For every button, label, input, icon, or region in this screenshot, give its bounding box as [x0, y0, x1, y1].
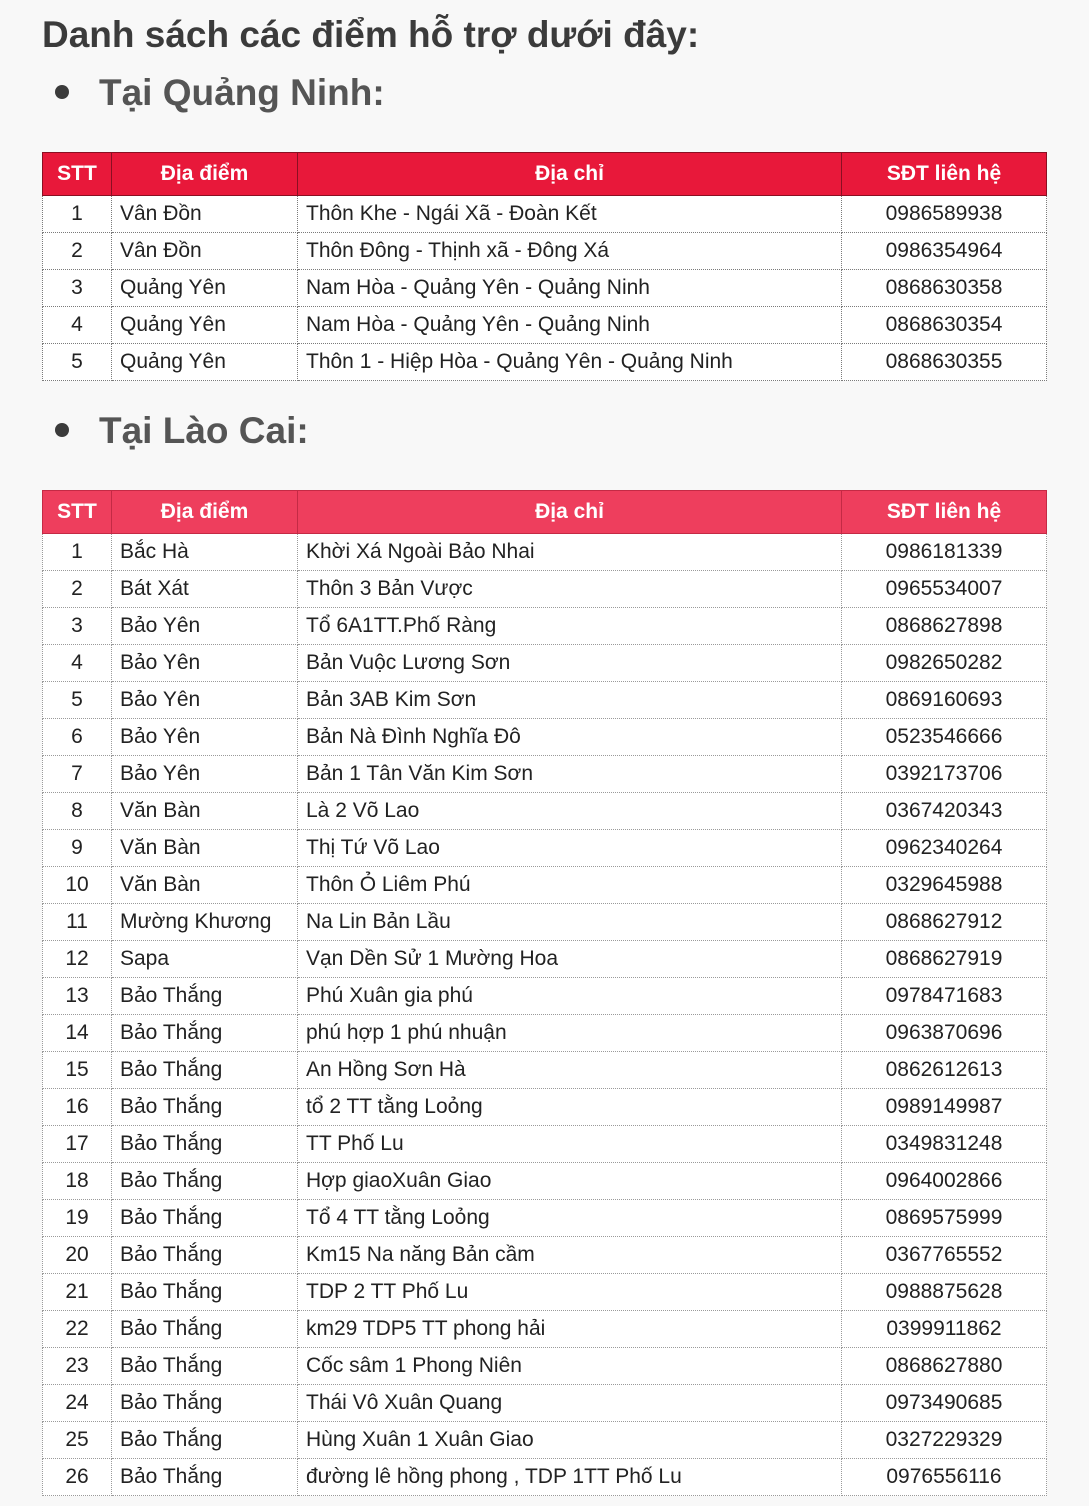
- section-title-quang-ninh: [55, 72, 385, 114]
- table-row: [43, 1274, 1047, 1311]
- table-row: [43, 1015, 1047, 1052]
- table-row: [43, 904, 1047, 941]
- cell-stt: 4: [43, 645, 112, 682]
- cell-stt: 16: [43, 1089, 112, 1126]
- table-row: [43, 645, 1047, 682]
- cell-address: Hợp giaoXuân Giao: [298, 1163, 842, 1200]
- cell-phone: 0964002866: [842, 1163, 1047, 1200]
- cell-stt: 6: [43, 719, 112, 756]
- table-row: [43, 1126, 1047, 1163]
- cell-address: Khời Xá Ngoài Bảo Nhai: [298, 534, 842, 571]
- cell-location: Văn Bàn: [112, 867, 298, 904]
- bullet-icon: [55, 85, 69, 99]
- column-header-location: Địa điểm: [112, 491, 298, 534]
- table-row: [43, 1459, 1047, 1496]
- cell-phone: 0868630354: [842, 307, 1047, 344]
- cell-location: Bảo Thắng: [112, 1459, 298, 1496]
- column-header-phone: SĐT liên hệ: [842, 491, 1047, 534]
- cell-stt: 20: [43, 1237, 112, 1274]
- cell-phone: 0988875628: [842, 1274, 1047, 1311]
- cell-location: Văn Bàn: [112, 793, 298, 830]
- cell-stt: 25: [43, 1422, 112, 1459]
- cell-location: Quảng Yên: [112, 270, 298, 307]
- cell-address: đường lê hồng phong , TDP 1TT Phố Lu: [298, 1459, 842, 1496]
- cell-stt: 11: [43, 904, 112, 941]
- table-row: [43, 1348, 1047, 1385]
- cell-stt: 5: [43, 344, 112, 381]
- cell-phone: 0399911862: [842, 1311, 1047, 1348]
- cell-location: Vân Đồn: [112, 233, 298, 270]
- bullet-icon: [55, 423, 69, 437]
- cell-address: Bản Vuộc Lương Sơn: [298, 645, 842, 682]
- table-row: [43, 1311, 1047, 1348]
- table-row: [43, 793, 1047, 830]
- cell-phone: 0367420343: [842, 793, 1047, 830]
- table-row: [43, 571, 1047, 608]
- cell-location: Bảo Thắng: [112, 1015, 298, 1052]
- page-heading: Danh sách các điểm hỗ trợ dưới đây:: [42, 14, 700, 55]
- cell-address: Thôn Ỏ Liêm Phú: [298, 867, 842, 904]
- cell-phone: 0523546666: [842, 719, 1047, 756]
- cell-location: Bảo Yên: [112, 645, 298, 682]
- cell-address: Hùng Xuân 1 Xuân Giao: [298, 1422, 842, 1459]
- cell-stt: 12: [43, 941, 112, 978]
- cell-location: Bảo Thắng: [112, 1200, 298, 1237]
- cell-address: Na Lin Bản Lầu: [298, 904, 842, 941]
- cell-phone: 0982650282: [842, 645, 1047, 682]
- cell-address: Tổ 4 TT tằng Loỏng: [298, 1200, 842, 1237]
- cell-location: Bảo Thắng: [112, 1089, 298, 1126]
- table-row: [43, 719, 1047, 756]
- cell-phone: 0986181339: [842, 534, 1047, 571]
- cell-stt: 21: [43, 1274, 112, 1311]
- cell-stt: 9: [43, 830, 112, 867]
- cell-address: Thái Vô Xuân Quang: [298, 1385, 842, 1422]
- cell-location: Vân Đồn: [112, 196, 298, 233]
- table-row: [43, 756, 1047, 793]
- cell-stt: 4: [43, 307, 112, 344]
- cell-address: Là 2 Võ Lao: [298, 793, 842, 830]
- cell-phone: 0962340264: [842, 830, 1047, 867]
- table-header-row: [43, 153, 1047, 196]
- cell-address: Bản 1 Tân Văn Kim Sơn: [298, 756, 842, 793]
- cell-address: TDP 2 TT Phố Lu: [298, 1274, 842, 1311]
- cell-location: Bắc Hà: [112, 534, 298, 571]
- cell-location: Bảo Thắng: [112, 1052, 298, 1089]
- cell-address: Bản Nà Đình Nghĩa Đô: [298, 719, 842, 756]
- cell-stt: 17: [43, 1126, 112, 1163]
- column-header-phone: SĐT liên hệ: [842, 153, 1047, 196]
- cell-phone: 0869575999: [842, 1200, 1047, 1237]
- table-row: [43, 608, 1047, 645]
- cell-phone: 0868627898: [842, 608, 1047, 645]
- table-row: [43, 867, 1047, 904]
- cell-location: Bảo Thắng: [112, 1237, 298, 1274]
- cell-location: Bảo Yên: [112, 608, 298, 645]
- cell-phone: 0868627919: [842, 941, 1047, 978]
- cell-phone: 0986354964: [842, 233, 1047, 270]
- cell-phone: 0868627880: [842, 1348, 1047, 1385]
- cell-phone: 0329645988: [842, 867, 1047, 904]
- cell-stt: 22: [43, 1311, 112, 1348]
- cell-phone: 0367765552: [842, 1237, 1047, 1274]
- column-header-location: Địa điểm: [112, 153, 298, 196]
- table-row: [43, 196, 1047, 233]
- cell-address: Km15 Na năng Bản cầm: [298, 1237, 842, 1274]
- lao-cai-table: [42, 490, 1047, 1496]
- cell-address: phú hợp 1 phú nhuận: [298, 1015, 842, 1052]
- cell-phone: 0973490685: [842, 1385, 1047, 1422]
- cell-phone: 0963870696: [842, 1015, 1047, 1052]
- table-row: [43, 534, 1047, 571]
- cell-address: tổ 2 TT tằng Loỏng: [298, 1089, 842, 1126]
- cell-stt: 23: [43, 1348, 112, 1385]
- section-title-lao-cai: [55, 410, 309, 452]
- cell-location: Sapa: [112, 941, 298, 978]
- cell-address: TT Phố Lu: [298, 1126, 842, 1163]
- table-row: [43, 682, 1047, 719]
- cell-stt: 24: [43, 1385, 112, 1422]
- cell-address: Thị Tứ Võ Lao: [298, 830, 842, 867]
- table-row: [43, 270, 1047, 307]
- cell-phone: 0868630355: [842, 344, 1047, 381]
- cell-location: Bảo Thắng: [112, 1311, 298, 1348]
- table-row: [43, 978, 1047, 1015]
- table-row: [43, 1385, 1047, 1422]
- cell-address: Vạn Dền Sử 1 Mường Hoa: [298, 941, 842, 978]
- cell-address: Thôn Đông - Thịnh xã - Đông Xá: [298, 233, 842, 270]
- table-row: [43, 1237, 1047, 1274]
- table-row: [43, 1163, 1047, 1200]
- table-row: [43, 941, 1047, 978]
- cell-location: Bảo Yên: [112, 756, 298, 793]
- cell-stt: 26: [43, 1459, 112, 1496]
- cell-location: Bảo Thắng: [112, 1422, 298, 1459]
- cell-phone: 0868627912: [842, 904, 1047, 941]
- cell-address: Nam Hòa - Quảng Yên - Quảng Ninh: [298, 307, 842, 344]
- cell-address: Phú Xuân gia phú: [298, 978, 842, 1015]
- cell-stt: 13: [43, 978, 112, 1015]
- cell-stt: 2: [43, 233, 112, 270]
- table-row: [43, 344, 1047, 381]
- cell-location: Bảo Thắng: [112, 978, 298, 1015]
- cell-location: Quảng Yên: [112, 307, 298, 344]
- cell-location: Bảo Thắng: [112, 1274, 298, 1311]
- quang-ninh-table: [42, 152, 1047, 381]
- column-header-address: Địa chỉ: [298, 491, 842, 534]
- table-header-row: [43, 491, 1047, 534]
- cell-phone: 0978471683: [842, 978, 1047, 1015]
- cell-phone: 0986589938: [842, 196, 1047, 233]
- cell-stt: 18: [43, 1163, 112, 1200]
- cell-phone: 0965534007: [842, 571, 1047, 608]
- cell-stt: 1: [43, 534, 112, 571]
- cell-address: Thôn Khe - Ngái Xã - Đoàn Kết: [298, 196, 842, 233]
- table-row: [43, 1422, 1047, 1459]
- table-row: [43, 1052, 1047, 1089]
- cell-stt: 3: [43, 270, 112, 307]
- cell-address: Nam Hòa - Quảng Yên - Quảng Ninh: [298, 270, 842, 307]
- cell-address: km29 TDP5 TT phong hải: [298, 1311, 842, 1348]
- cell-stt: 3: [43, 608, 112, 645]
- table-row: [43, 830, 1047, 867]
- table-row: [43, 233, 1047, 270]
- cell-location: Bát Xát: [112, 571, 298, 608]
- cell-address: An Hồng Sơn Hà: [298, 1052, 842, 1089]
- cell-location: Bảo Thắng: [112, 1385, 298, 1422]
- cell-location: Bảo Thắng: [112, 1163, 298, 1200]
- cell-stt: 1: [43, 196, 112, 233]
- cell-phone: 0327229329: [842, 1422, 1047, 1459]
- cell-address: Thôn 3 Bản Vược: [298, 571, 842, 608]
- cell-address: Tổ 6A1TT.Phố Ràng: [298, 608, 842, 645]
- cell-location: Mường Khương: [112, 904, 298, 941]
- cell-location: Quảng Yên: [112, 344, 298, 381]
- table-row: [43, 1200, 1047, 1237]
- cell-stt: 10: [43, 867, 112, 904]
- cell-stt: 5: [43, 682, 112, 719]
- table-row: [43, 1089, 1047, 1126]
- cell-phone: 0349831248: [842, 1126, 1047, 1163]
- cell-phone: 0868630358: [842, 270, 1047, 307]
- cell-location: Bảo Thắng: [112, 1126, 298, 1163]
- cell-address: Bản 3AB Kim Sơn: [298, 682, 842, 719]
- column-header-stt: STT: [43, 491, 112, 534]
- cell-stt: 15: [43, 1052, 112, 1089]
- cell-phone: 0392173706: [842, 756, 1047, 793]
- column-header-address: Địa chỉ: [298, 153, 842, 196]
- cell-address: Cốc sâm 1 Phong Niên: [298, 1348, 842, 1385]
- column-header-stt: STT: [43, 153, 112, 196]
- cell-location: Bảo Yên: [112, 719, 298, 756]
- cell-stt: 19: [43, 1200, 112, 1237]
- cell-phone: 0976556116: [842, 1459, 1047, 1496]
- cell-location: Bảo Thắng: [112, 1348, 298, 1385]
- section-title-text: Tại Lào Cai:: [99, 410, 309, 451]
- cell-location: Văn Bàn: [112, 830, 298, 867]
- cell-stt: 7: [43, 756, 112, 793]
- cell-phone: 0869160693: [842, 682, 1047, 719]
- table-row: [43, 307, 1047, 344]
- section-title-text: Tại Quảng Ninh:: [99, 72, 385, 113]
- cell-phone: 0989149987: [842, 1089, 1047, 1126]
- cell-stt: 14: [43, 1015, 112, 1052]
- cell-phone: 0862612613: [842, 1052, 1047, 1089]
- cell-stt: 8: [43, 793, 112, 830]
- cell-location: Bảo Yên: [112, 682, 298, 719]
- cell-stt: 2: [43, 571, 112, 608]
- cell-address: Thôn 1 - Hiệp Hòa - Quảng Yên - Quảng Ninh: [298, 344, 842, 381]
